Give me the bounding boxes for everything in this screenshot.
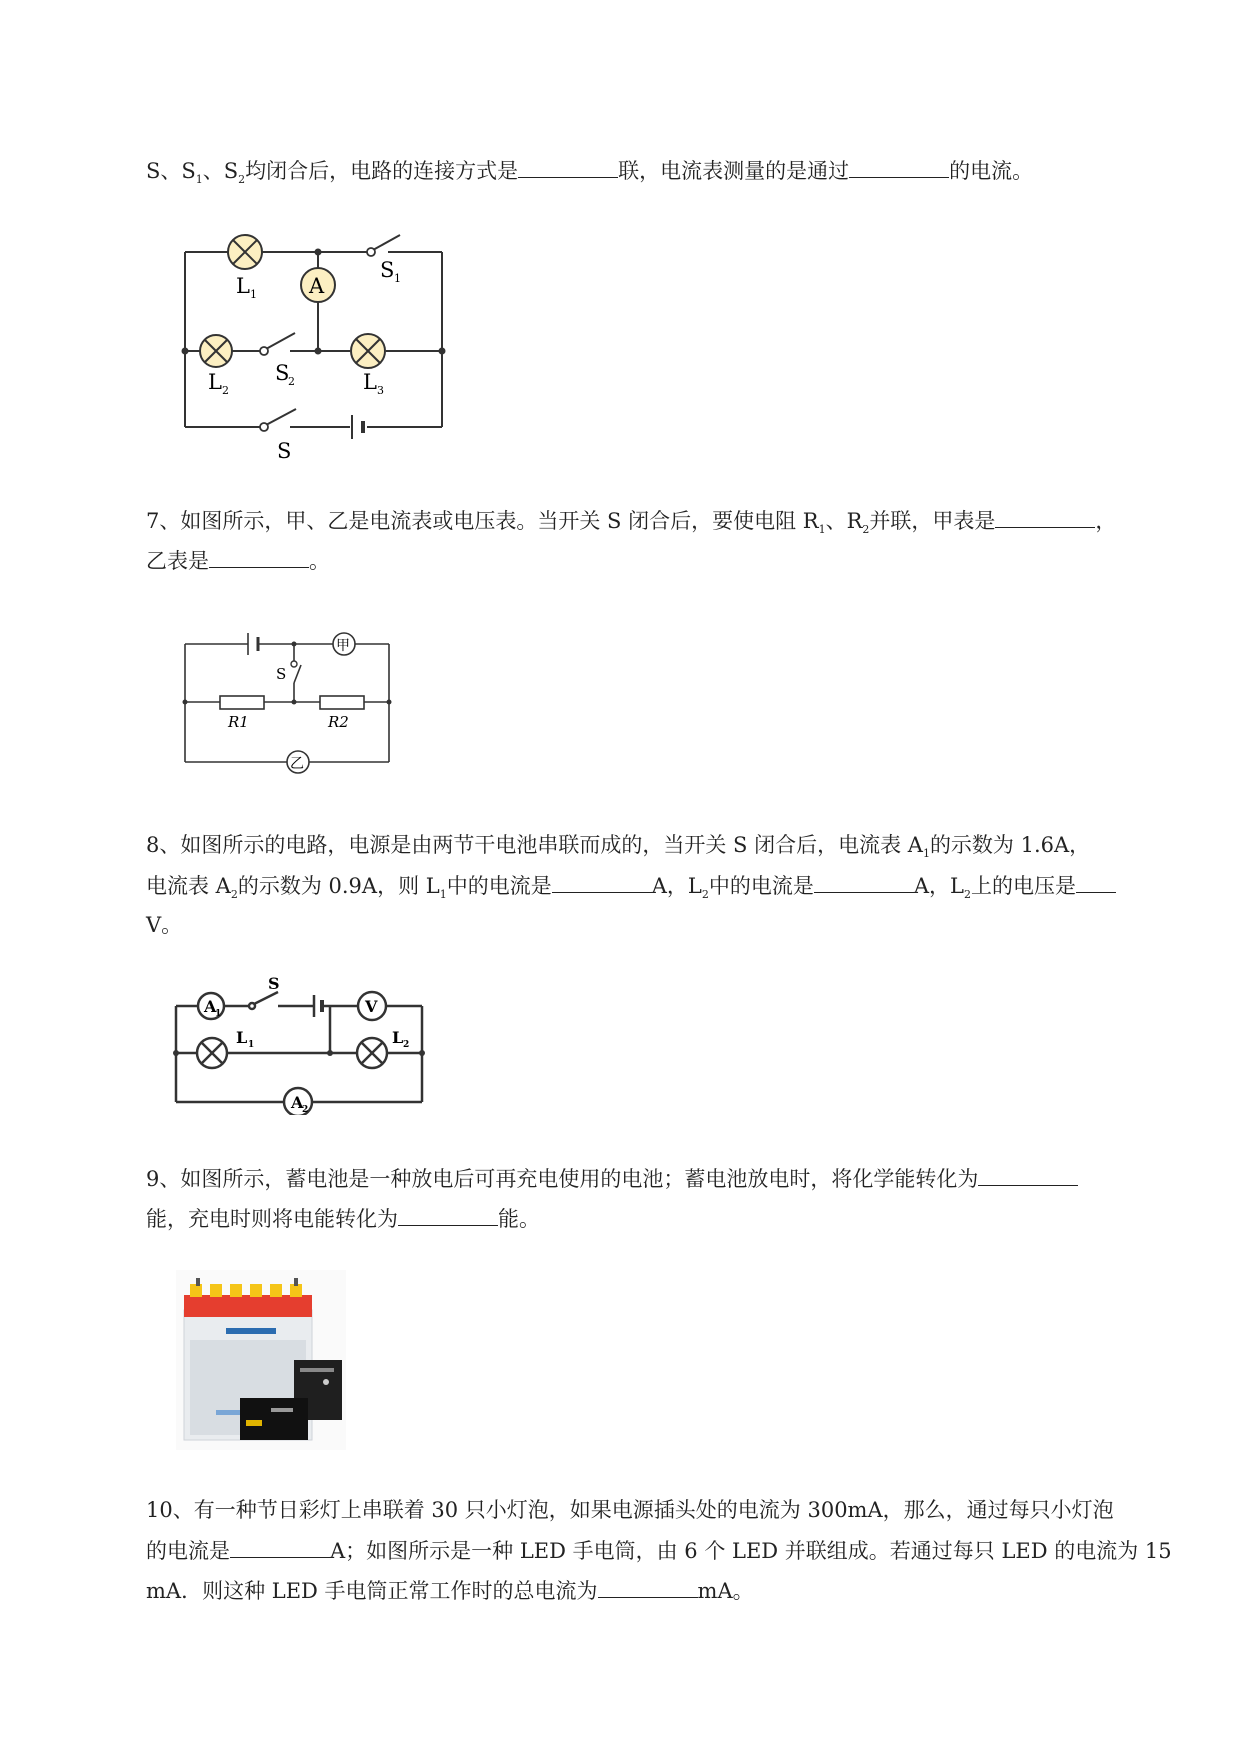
ammeter-A1-label: A [204,997,217,1016]
voltmeter-label: V [365,997,378,1016]
answer-blank[interactable] [230,1535,330,1558]
lamp-L3-label: L [363,370,377,394]
switch-S-label: S [276,665,287,683]
q6-line-1: S、$S_1$、$S_2$均闭合后，电路的连接方式是 联，电流表测量的是通过 的电流。 [146,155,1033,195]
ammeter-label: A [309,274,325,298]
q9-line-2: 能，充电时则将电能转化为 能。 [146,1203,540,1234]
answer-blank[interactable] [398,1203,498,1226]
svg-text:1: 1 [248,1040,255,1050]
q10-line-2: 的电流是 A；如图所示是一种 LED 手电筒，由 6 个 LED 并联组成。若通过每只 LED 的电流为 15 [146,1535,1172,1566]
q8-line-1: 8、如图所示的电路，电源是由两节干电池串联而成的，当开关 S 闭合后，电流表 $A_1$的示数为 1.6A， [146,833,1091,861]
svg-text:2: 2 [222,384,229,397]
svg-text:3: 3 [377,384,384,397]
ammeter-A2-label: A [291,1093,304,1112]
answer-blank[interactable] [598,1575,698,1598]
q7-line-1: 7、如图所示，甲、乙是电流表或电压表。当开关 S 闭合后，要使电阻 $R_1$、$R_2$并联，甲表是 ， [146,505,1116,545]
answer-blank[interactable] [518,155,618,178]
switch-S-label: S [268,975,280,993]
switch-S1-label: S [380,258,395,282]
q7-line-2: 乙表是 。 [146,545,330,576]
answer-blank[interactable] [209,545,309,568]
q6-circuit-diagram [180,225,460,469]
q9-line-1: 9、如图所示，蓄电池是一种放电后可再充电使用的电池；蓄电池放电时，将化学能转化为 [146,1163,1078,1194]
answer-blank[interactable] [814,870,914,893]
resistor-R1-label: R1 [228,713,249,731]
resistor-R2-label: R2 [328,713,349,731]
q10-line-3: mA．则这种 LED 手电筒正常工作时的总电流为 mA。 [146,1575,754,1606]
answer-blank[interactable] [552,870,652,893]
q8-circuit-diagram [170,975,430,1119]
battery-photo [176,1270,346,1454]
q10-line-1: 10、有一种节日彩灯上串联着 30 只小灯泡，如果电源插头处的电流为 300mA，那么，通过每只小灯泡 [146,1498,1114,1522]
answer-blank[interactable] [1076,870,1116,893]
answer-blank[interactable] [995,505,1095,528]
switch-S2-label: S [275,361,290,385]
lamp-L2-label: L [208,370,222,394]
lamp-L2-label: L [392,1028,404,1047]
svg-text:2: 2 [403,1040,410,1050]
meter-yi-label: 乙 [290,756,304,772]
answer-blank[interactable] [978,1163,1078,1186]
svg-text:1: 1 [250,288,257,301]
svg-text:2: 2 [288,375,295,388]
svg-text:2: 2 [302,1105,309,1115]
answer-blank[interactable] [849,155,949,178]
q8-line-3: V。 [146,913,183,937]
svg-text:1: 1 [394,272,401,285]
meter-jia-label: 甲 [336,638,350,654]
svg-text:1: 1 [215,1009,222,1019]
lamp-L1-label: L [236,1028,248,1047]
q7-circuit-diagram [180,625,400,789]
lamp-L1-label: L [236,274,250,298]
switch-S-label: S [277,439,292,463]
q8-line-2: 电流表 $A_2$的示数为 0.9A，则 $L_1$中的电流是 A，$L_2$中的电流是 A，$L_2$上的电压是 [146,870,1116,910]
